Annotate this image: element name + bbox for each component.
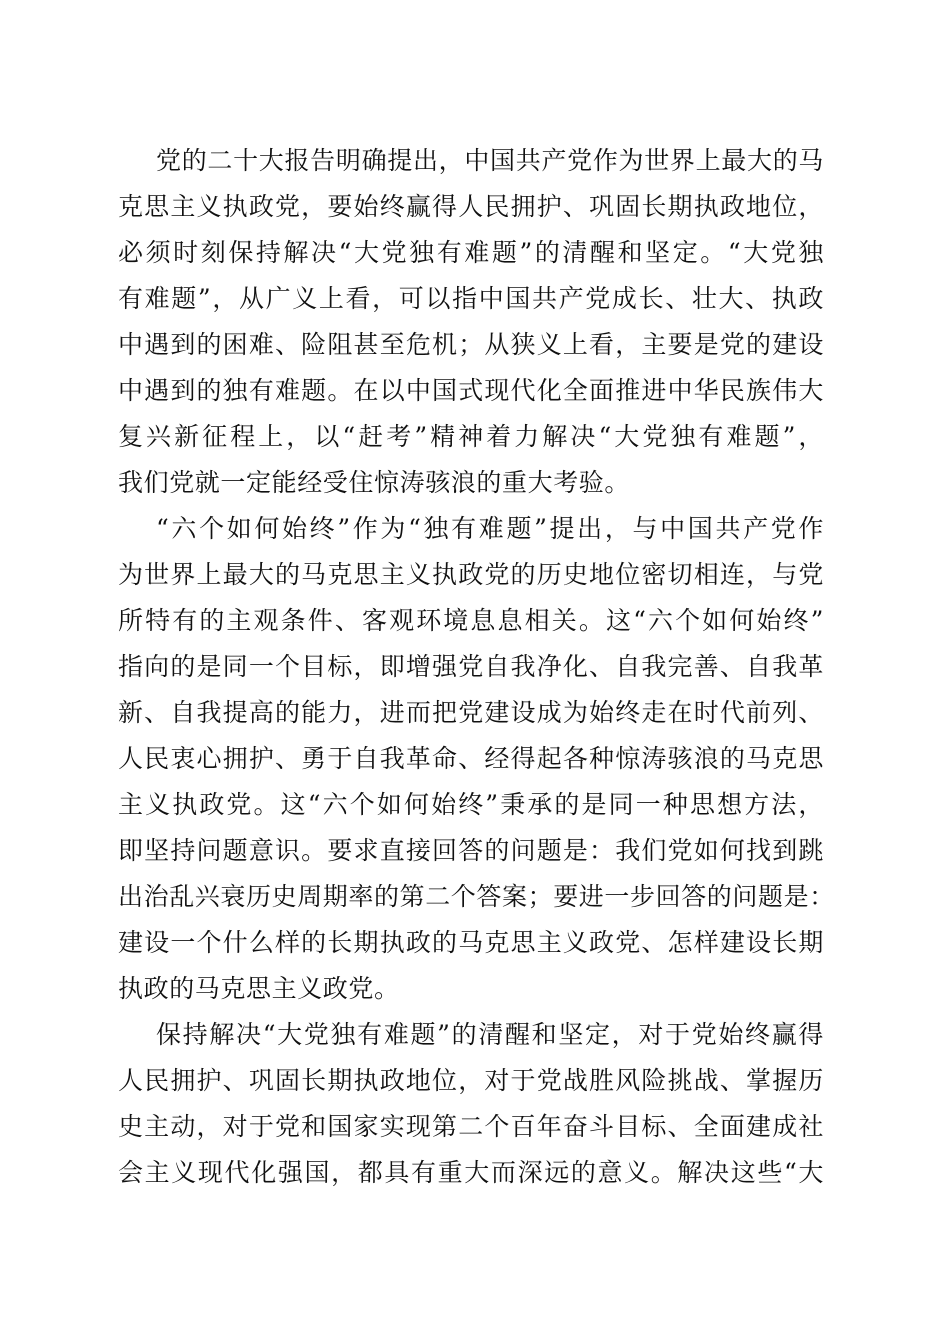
text-line: 克思主义执政党，要始终赢得人民拥护、巩固长期执政地位， (118, 192, 824, 221)
text-line: 中遇到的独有难题。在以中国式现代化全面推进中华民族伟大 (118, 376, 824, 405)
text-line: 中遇到的困难、险阻甚至危机；从狭义上看，主要是党的建设 (118, 330, 824, 359)
text-line: 执政的马克思主义政党。 (118, 974, 400, 1003)
paragraph-3 (118, 1012, 824, 1196)
text-line: 我们党就一定能经受住惊涛骇浪的重大考验。 (118, 468, 631, 497)
text-line: 复兴新征程上，以“赶考”精神着力解决“大党独有难题”， (118, 422, 824, 451)
text-line: 出治乱兴衰历史周期率的第二个答案；要进一步回答的问题是： (118, 882, 835, 911)
document-body (118, 138, 835, 1196)
paragraph-1 (118, 138, 824, 506)
text-line: 建设一个什么样的长期执政的马克思主义政党、怎样建设长期 (118, 928, 824, 957)
text-line: 保持解决“大党独有难题”的清醒和坚定，对于党始终赢得 (156, 1020, 824, 1049)
text-line: 指向的是同一个目标，即增强党自我净化、自我完善、自我革 (118, 652, 824, 681)
text-line: 人民衷心拥护、勇于自我革命、经得起各种惊涛骇浪的马克思 (118, 744, 824, 773)
text-line: 即坚持问题意识。要求直接回答的问题是：我们党如何找到跳 (118, 836, 824, 865)
text-line: 有难题”，从广义上看，可以指中国共产党成长、壮大、执政 (118, 284, 824, 313)
text-line: 新、自我提高的能力，进而把党建设成为始终走在时代前列、 (118, 698, 824, 727)
text-line: 会主义现代化强国，都具有重大而深远的意义。解决这些“大 (118, 1158, 824, 1187)
text-line: 为世界上最大的马克思主义执政党的历史地位密切相连，与党 (118, 560, 824, 589)
text-line: 人民拥护、巩固长期执政地位，对于党战胜风险挑战、掌握历 (118, 1066, 824, 1095)
text-line: 史主动，对于党和国家实现第二个百年奋斗目标、全面建成社 (118, 1112, 824, 1141)
text-line: 主义执政党。这“六个如何始终”秉承的是同一种思想方法， (118, 790, 824, 819)
text-line: 必须时刻保持解决“大党独有难题”的清醒和坚定。“大党独 (118, 238, 824, 267)
text-line: “六个如何始终”作为“独有难题”提出，与中国共产党作 (156, 514, 824, 543)
text-line: 党的二十大报告明确提出，中国共产党作为世界上最大的马 (156, 146, 824, 175)
text-line: 所特有的主观条件、客观环境息息相关。这“六个如何始终” (118, 606, 824, 635)
paragraph-2 (118, 506, 835, 1012)
